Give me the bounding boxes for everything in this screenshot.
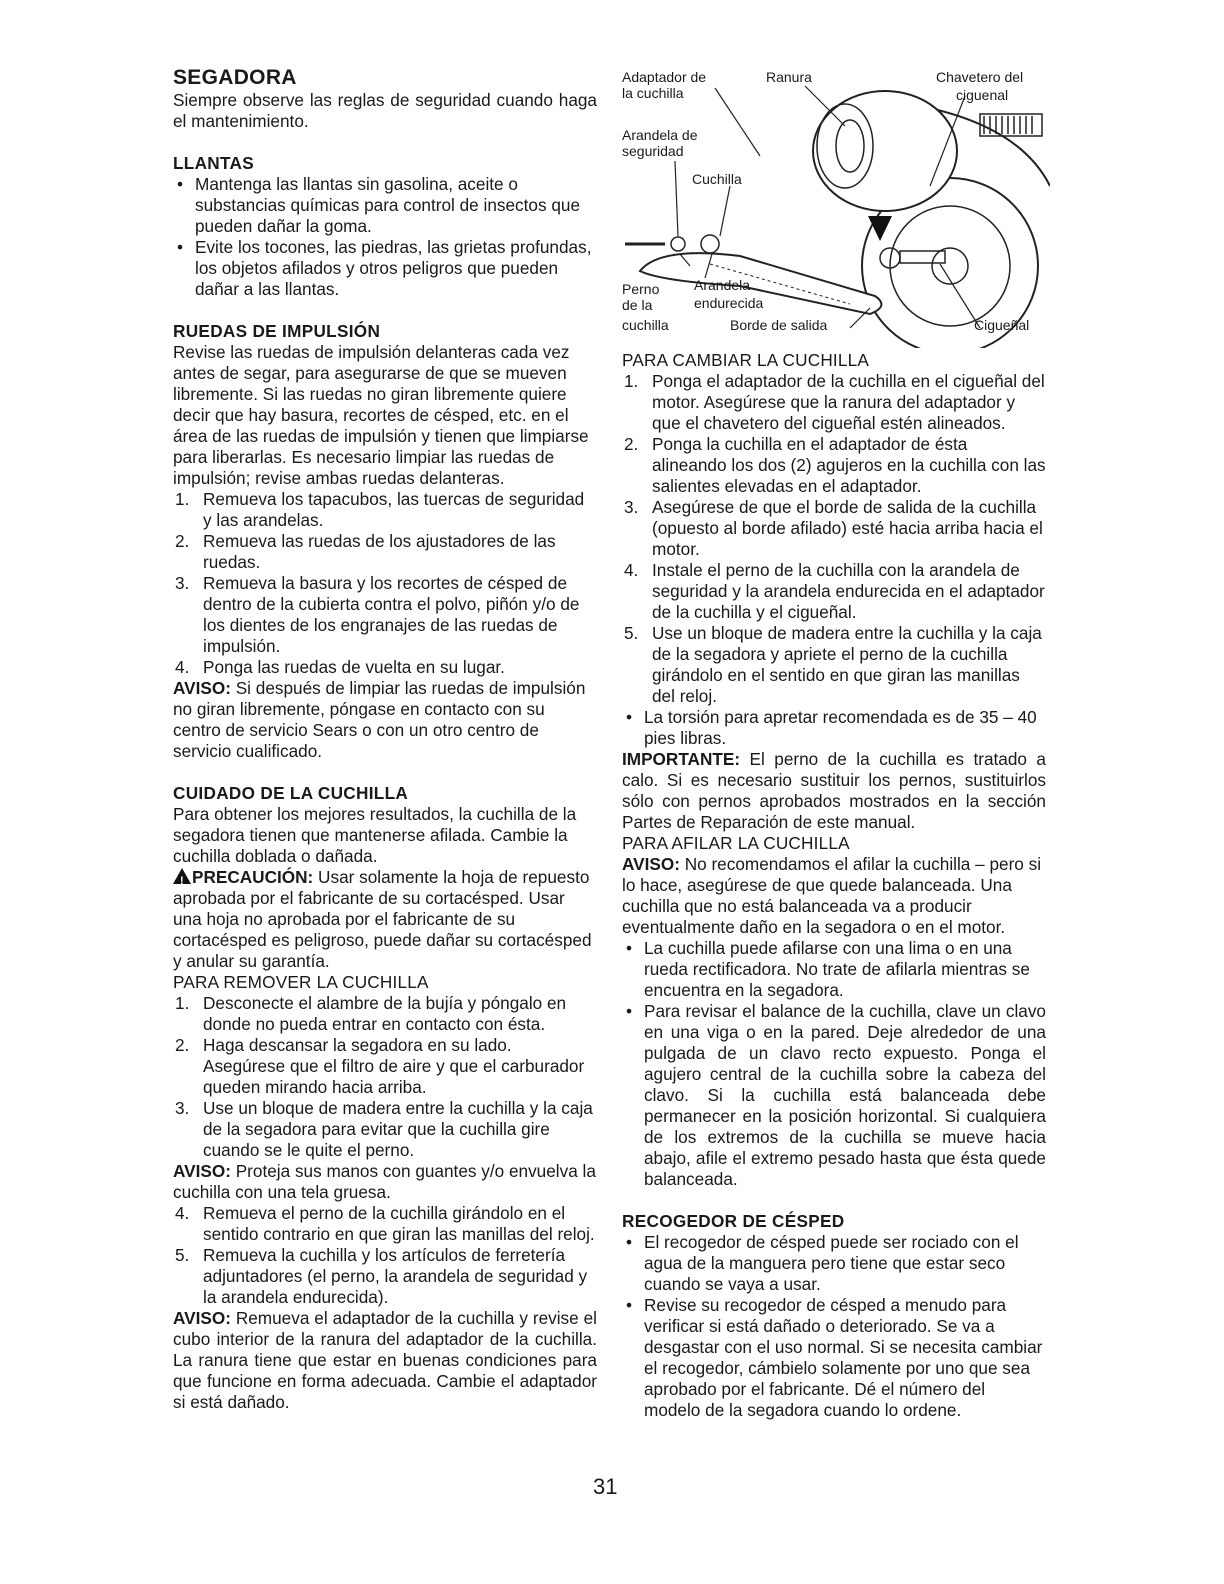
- intro-text: Siempre observe las reglas de seguridad cuando haga el mantenimiento.: [173, 90, 597, 131]
- torsion-list: [622, 707, 1046, 749]
- label-adaptador: Adaptador de: [622, 69, 707, 85]
- ruedas-paragraph: Revise las ruedas de impulsión delanteras cada vez antes de segar, para asegurarse de que se mueven libremente. Si las ruedas no giran libremente quiere decir que hay basura, recortes de césped, etc. en el área de las ruedas de impulsión y tienen que limpiarse para liberarlas. Es necesario limpiar las ruedas de impulsión; revise ambas ruedas delanteras.: [173, 342, 589, 488]
- label-arandela-seguridad: Arandela de: [622, 127, 698, 143]
- heading-cambiar: PARA CAMBIAR LA CUCHILLA: [622, 350, 870, 370]
- label-arandela-endurecida: Arandela: [694, 277, 751, 293]
- heading-afilar: PARA AFILAR LA CUCHILLA: [622, 833, 850, 853]
- afilar-list: [622, 938, 1046, 1190]
- label-chavetero-2: ciguenal: [956, 87, 1009, 103]
- heading-remover: PARA REMOVER LA CUCHILLA: [173, 972, 429, 992]
- label-perno-2: de la: [622, 297, 653, 313]
- page-number: 31: [593, 1474, 618, 1499]
- precaucion-notice: !PRECAUCIÓN: Usar solamente la hoja de repuesto aprobada por el fabricante de su cortacésped. Usar una hoja no aprobada por el fabricante de su cortacésped es peligroso, puede dañar su cortacésped y anular su garantía.: [173, 867, 597, 972]
- blade-assembly-diagram: [620, 66, 1050, 348]
- right-column: [622, 350, 1046, 1421]
- list-item: • Revise su recogedor de césped a menudo para verificar si está dañado o deteriorado. Se va a desgastar con el uso normal. Si se necesita cambiar el recogedor, cámbielo solamente por uno que sea aprobado por el fabricante. Dé el número del modelo de la segadora cuando lo ordene.: [626, 1295, 1043, 1420]
- warning-icon: [173, 868, 191, 884]
- remover-steps-a: [173, 993, 597, 1161]
- list-item: 1. Ponga el adaptador de la cuchilla en el cigueñal del motor. Asegúrese que la ranura del adaptador y que el chavetero del cigueñal estén alineados.: [624, 371, 1045, 433]
- list-item: 2. Haga descansar la segadora en su lado. Asegúrese que el filtro de aire y que el carburador queden mirando hacia arriba.: [175, 1035, 585, 1097]
- list-item: 3. Use un bloque de madera entre la cuchilla y la caja de la segadora para evitar que la cuchilla gire cuando se le quite el perno.: [175, 1098, 593, 1160]
- remover-aviso-1: AVISO: Proteja sus manos con guantes y/o envuelva la cuchilla con una tela gruesa.: [173, 1161, 596, 1202]
- list-item: • La torsión para apretar recomendada es de 35 – 40 pies libras.: [626, 707, 1037, 748]
- recogedor-list: [622, 1232, 1046, 1421]
- list-item: 3. Remueva la basura y los recortes de césped de dentro de la cubierta contra el polvo, piñón y/o de los dientes de los engranajes de las ruedas de impulsión.: [175, 573, 580, 656]
- heading-llantas: LLANTAS: [173, 153, 255, 173]
- list-item: 5. Use un bloque de madera entre la cuchilla y la caja de la segadora y apriete el perno de la cuchilla girándolo en el sentido en que giran las manillas del reloj.: [624, 623, 1042, 706]
- list-item: 4. Remueva el perno de la cuchilla girándolo en el sentido contrario en que giran las manillas del reloj.: [175, 1203, 595, 1244]
- label-ranura: Ranura: [766, 69, 812, 85]
- cambiar-steps: [622, 371, 1046, 707]
- cuchilla-paragraph: Para obtener los mejores resultados, la cuchilla de la segadora tienen que mantenerse afilada. Cambie la cuchilla doblada o dañada.: [173, 804, 577, 866]
- label-ciguenal: Cigueñal: [974, 317, 1030, 333]
- list-item: • Mantenga las llantas sin gasolina, aceite o substancias químicas para control de insectos que pueden dañar la goma.: [177, 174, 581, 236]
- ruedas-aviso: AVISO: Si después de limpiar las ruedas de impulsión no giran libremente, póngase en contacto con su centro de servicio Sears o con un otro centro de servicio cualificado.: [173, 678, 586, 761]
- ruedas-steps: [173, 489, 597, 678]
- left-column: [173, 66, 597, 1413]
- label-arandela-endurecida-2: endurecida: [694, 295, 764, 311]
- heading-ruedas: RUEDAS DE IMPULSIÓN: [173, 321, 381, 341]
- list-item: 3. Asegúrese de que el borde de salida de la cuchilla (opuesto al borde afilado) esté hacia arriba hacia el motor.: [624, 497, 1043, 559]
- list-item: • El recogedor de césped puede ser rociado con el agua de la manguera pero tiene que estar seco cuando se vaya a usar.: [626, 1232, 1019, 1294]
- list-item: 5. Remueva la cuchilla y los artículos de ferretería adjuntadores (el perno, la arandela de seguridad y la arandela endurecida).: [175, 1245, 588, 1307]
- label-adaptador-2: la cuchilla: [622, 85, 684, 101]
- list-item: 1. Remueva los tapacubos, las tuercas de seguridad y las arandelas.: [175, 489, 585, 530]
- label-cuchilla: Cuchilla: [692, 171, 742, 187]
- section-title-segadora: SEGADORA: [173, 66, 297, 89]
- heading-recogedor: RECOGEDOR DE CÉSPED: [622, 1211, 845, 1231]
- label-borde: Borde de salida: [730, 317, 828, 333]
- remover-steps-b: [173, 1203, 597, 1308]
- heading-cuchilla: CUIDADO DE LA CUCHILLA: [173, 783, 409, 803]
- list-item: 2. Ponga la cuchilla en el adaptador de ésta alineando los dos (2) agujeros en la cuchilla con las salientes elevadas en el adaptador.: [624, 434, 1046, 496]
- afilar-aviso: AVISO: No recomendamos el afilar la cuchilla – pero si lo hace, asegúrese de que quede balanceada. Una cuchilla que no está balanceada va a producir eventualmente daño en la segadora o en el motor.: [622, 854, 1042, 937]
- label-arandela-seguridad-2: seguridad: [622, 143, 684, 159]
- importante-notice: IMPORTANTE: El perno de la cuchilla es tratado a calo. Si es necesario sustituir los pernos, sustituirlos sólo con pernos aprobados mostrados en la sección Partes de Reparación de este manual.: [622, 749, 1046, 832]
- remover-aviso-2: AVISO: Remueva el adaptador de la cuchilla y revise el cubo interior de la ranura del adaptador de la cuchilla. La ranura tiene que estar en buenas condiciones para que funcione en forma adecuada. Cambie el adaptador si está dañado.: [173, 1308, 597, 1412]
- list-item: • Evite los tocones, las piedras, las grietas profundas, los objetos afilados y otros peligros que pueden dañar a las llantas.: [177, 237, 592, 299]
- label-perno-3: cuchilla: [622, 317, 669, 333]
- label-perno: Perno: [622, 281, 660, 297]
- list-item: 1. Desconecte el alambre de la bujía y póngalo en donde no pueda entrar en contacto con ésta.: [175, 993, 567, 1034]
- llantas-list: [173, 174, 597, 300]
- list-item: • La cuchilla puede afilarse con una lima o en una rueda rectificadora. No trate de afilarla mientras se encuentra en la segadora.: [626, 938, 1030, 1000]
- list-item: 4. Ponga las ruedas de vuelta en su lugar.: [175, 657, 505, 677]
- list-item: • Para revisar el balance de la cuchilla, clave un clavo en una viga o en la pared. Deje alrededor de una pulgada de un clavo recto expuesto. Ponga el agujero central de la cuchilla sobre la cabeza del clavo. Si la cuchilla está balanceada debe permanecer en la posición horizontal. Si cualquiera de los extremos de la cuchilla se mueve hacia abajo, afile el extremo pesado hasta que ésta quede balanceada.: [626, 1001, 1046, 1189]
- list-item: 4. Instale el perno de la cuchilla con la arandela de seguridad y la arandela endurecida en el adaptador de la cuchilla y el cigueñal.: [624, 560, 1045, 622]
- label-chavetero: Chavetero del: [936, 69, 1024, 85]
- list-item: 2. Remueva las ruedas de los ajustadores de las ruedas.: [175, 531, 556, 572]
